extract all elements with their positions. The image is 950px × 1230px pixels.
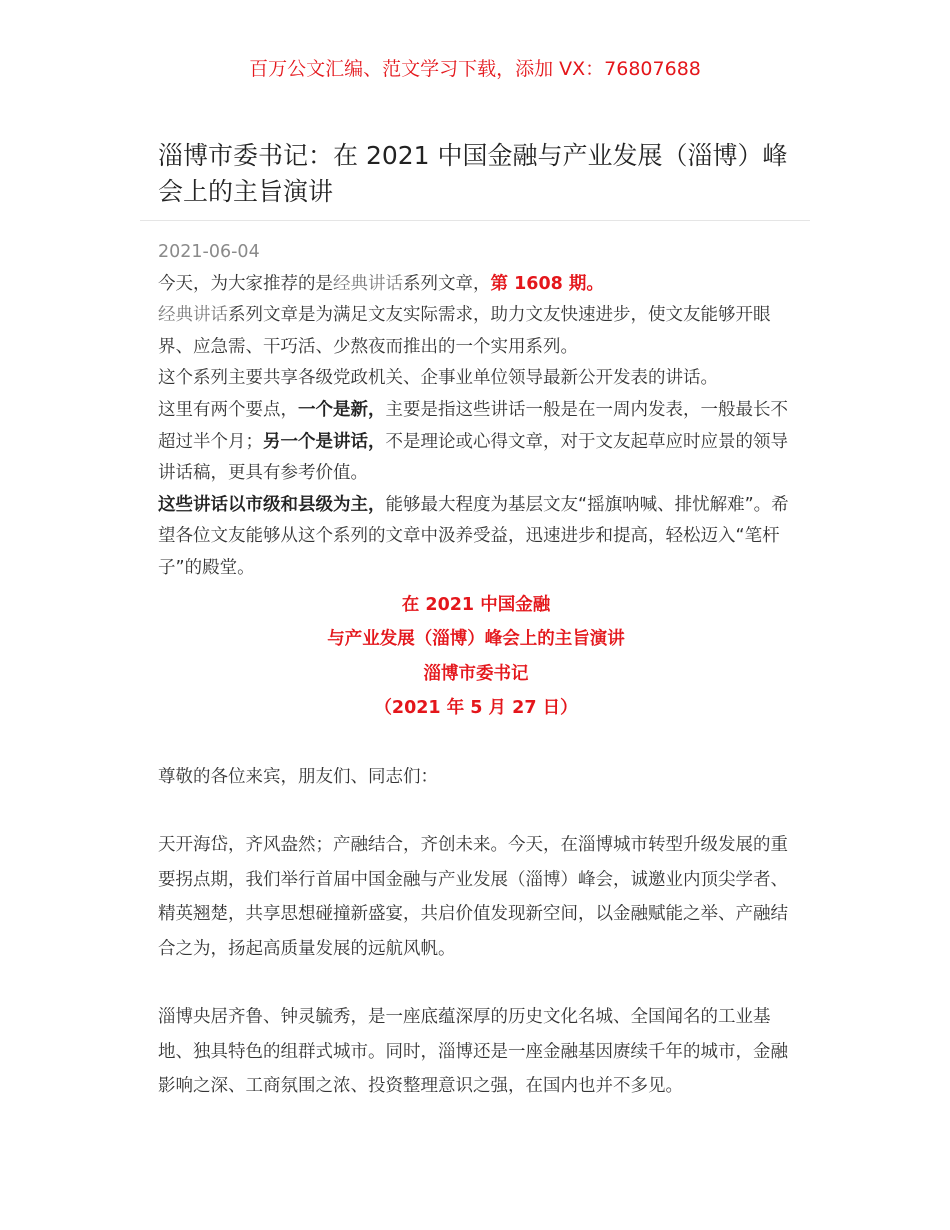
intro-text: 系列文章是为满足文友实际需求，助力文友快速进步，使文友能够开眼界、应急需、干巧活、少熬夜而推出的一个实用系列。 [158,305,771,357]
key-point: 另一个是讲话， [263,431,386,452]
download-banner: 百万公文汇编、范文学习下载，添加 VX：76807688 [249,58,701,80]
salutation: 尊敬的各位来宾，朋友们、同志们： [158,766,438,787]
publish-date: 2021-06-04 [158,242,260,262]
article-title: 淄博市委书记：在 2021 中国金融与产业发展（淄博）峰会上的主旨演讲 [158,141,788,206]
speech-title-line: 与产业发展（淄博）峰会上的主旨演讲 [327,629,625,650]
series-name: 经典讲话 [333,273,403,294]
intro-text: 不是理论或心得文章，对于文友起草应时应景的领导讲话稿，更具有参考价值。 [158,431,788,484]
key-point: 一个是新， [298,399,386,420]
intro-paragraph-1 [158,269,794,301]
intro-paragraph-3: 这个系列主要共享各级党政机关、企事业单位领导最新公开发表的讲话。 [158,368,718,389]
issue-number: 第 1608 期。 [490,273,604,294]
intro-paragraph-2 [158,300,794,363]
spacer [158,726,794,760]
intro-text: 系列文章， [403,273,491,294]
intro-text: 主要是指这些讲话一般是在一周内发表，一般最长不超过半个月； [158,399,788,452]
speech-date-line: （2021 年 5 月 27 日） [374,698,578,719]
speech-title-line: 在 2021 中国金融 [401,594,551,615]
intro-paragraph-4 [158,395,794,490]
article-body [158,237,794,1104]
intro-text: 能够最大程度为基层文友“摇旗呐喊、排忧解难”。希望各位文友能够从这个系列的文章中汲养受益，迅速进步和提高，轻松迈入“笔杆子”的殿堂。 [158,494,789,578]
key-point: 这些讲话以市级和县级为主， [158,494,386,515]
title-divider [140,220,810,221]
speech-paragraph-2: 淄博央居齐鲁、钟灵毓秀，是一座底蕴深厚的历史文化名城、全国闻名的工业基地、独具特色的组群式城市。同时，淄博还是一座金融基因赓续千年的城市，金融影响之深、工商氛围之浓、投资整理意识之强，在国内也并不多见。 [158,1007,788,1097]
intro-text: 这里有两个要点， [158,399,298,420]
spacer [158,794,794,828]
speaker-line: 淄博市委书记 [423,663,529,684]
series-name: 经典讲话 [158,305,228,326]
intro-text: 今天，为大家推荐的是 [158,273,333,294]
speech-paragraph-1: 天开海岱，齐风盎然；产融结合，齐创未来。今天，在淄博城市转型升级发展的重要拐点期，我们举行首届中国金融与产业发展（淄博）峰会，诚邀业内顶尖学者、精英翘楚，共享思想碰撞新盛宴，共启价值发现新空间，以金融赋能之举、产融结合之为，扬起高质量发展的远航风帆。 [158,835,788,959]
speech-heading [158,588,794,726]
intro-paragraph-5 [158,490,794,585]
spacer [158,966,794,1000]
